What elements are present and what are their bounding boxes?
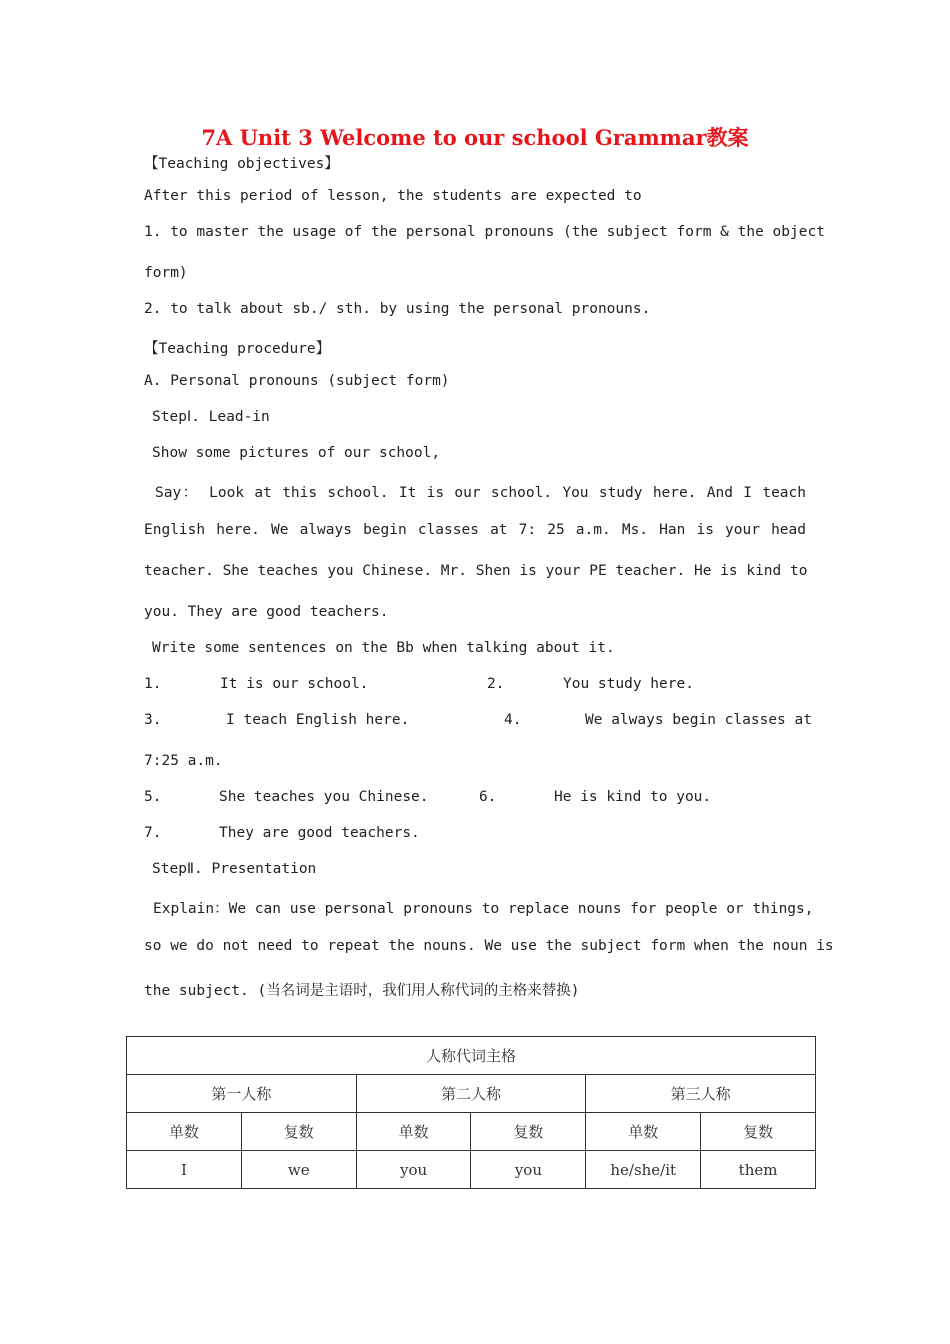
step-1-show: Show some pictures of our school, [152,445,441,461]
first-person-header: 第一人称 [127,1075,357,1113]
sentence-5: She teaches you Chinese. [219,789,429,805]
plural-header: 复数 [471,1113,586,1151]
sentence-4-continued: 7:25 a.m. [144,753,223,769]
table-cell: you [356,1151,471,1189]
write-line: Write some sentences on the Bb when talking about it. [152,640,615,656]
singular-header: 单数 [586,1113,701,1151]
table-cell: we [241,1151,356,1189]
objective-1-line-1: 1. to master the usage of the personal pronouns (the subject form & the object [144,224,825,240]
table-cell: them [701,1151,816,1189]
objective-2: 2. to talk about sb./ sth. by using the personal pronouns. [144,301,651,317]
say-line-3: teacher. She teaches you Chinese. Mr. Shen is your PE teacher. He is kind to [144,563,808,579]
second-person-header: 第二人称 [356,1075,586,1113]
sentence-number-2: 2. [487,676,505,692]
sentence-number-5: 5. [144,789,162,805]
third-person-header: 第三人称 [586,1075,816,1113]
table-cell: he/she/it [586,1151,701,1189]
say-line-1: Say： Look at this school. It is our school. You study here. And I teach [155,485,806,501]
sentence-1: It is our school. [220,676,369,692]
step-2-heading: StepⅡ. Presentation [152,861,317,877]
explain-line-2: so we do not need to repeat the nouns. We use the subject form when the noun is [144,938,834,954]
part-a-heading: A. Personal pronouns (subject form) [144,373,450,389]
procedure-heading: 【Teaching procedure】 [144,341,331,357]
say-line-4: you. They are good teachers. [144,604,389,620]
step-1-heading: StepⅠ. Lead-in [152,409,270,425]
table-cell: you [471,1151,586,1189]
objectives-intro: After this period of lesson, the students are expected to [144,188,642,204]
subject-pronoun-table [126,1036,816,1189]
plural-header: 复数 [701,1113,816,1151]
document-title: 7A Unit 3 Welcome to our school Grammar教案 [201,125,749,150]
sentence-3: I teach English here. [226,712,410,728]
table-caption: 人称代词主格 [127,1037,816,1075]
sentence-number-6: 6. [479,789,497,805]
sentence-7: They are good teachers. [219,825,420,841]
plural-header: 复数 [241,1113,356,1151]
objectives-heading: 【Teaching objectives】 [144,156,339,172]
sentence-4: We always begin classes at [585,712,812,728]
sentence-number-4: 4. [504,712,522,728]
objective-1-line-2: form) [144,265,188,281]
sentence-6: He is kind to you. [554,789,712,805]
table-cell: I [127,1151,242,1189]
sentence-number-3: 3. [144,712,162,728]
sentence-number-1: 1. [144,676,162,692]
explain-line-1: Explain：We can use personal pronouns to replace nouns for people or things, [153,901,814,917]
sentence-2: You study here. [563,676,694,692]
singular-header: 单数 [127,1113,242,1151]
explain-line-3: the subject. (当名词是主语时，我们用人称代词的主格来替换) [144,983,580,999]
sentence-number-7: 7. [144,825,162,841]
say-line-2: English here. We always begin classes at 7: 25 a.m. Ms. Han is your head [144,522,806,538]
singular-header: 单数 [356,1113,471,1151]
